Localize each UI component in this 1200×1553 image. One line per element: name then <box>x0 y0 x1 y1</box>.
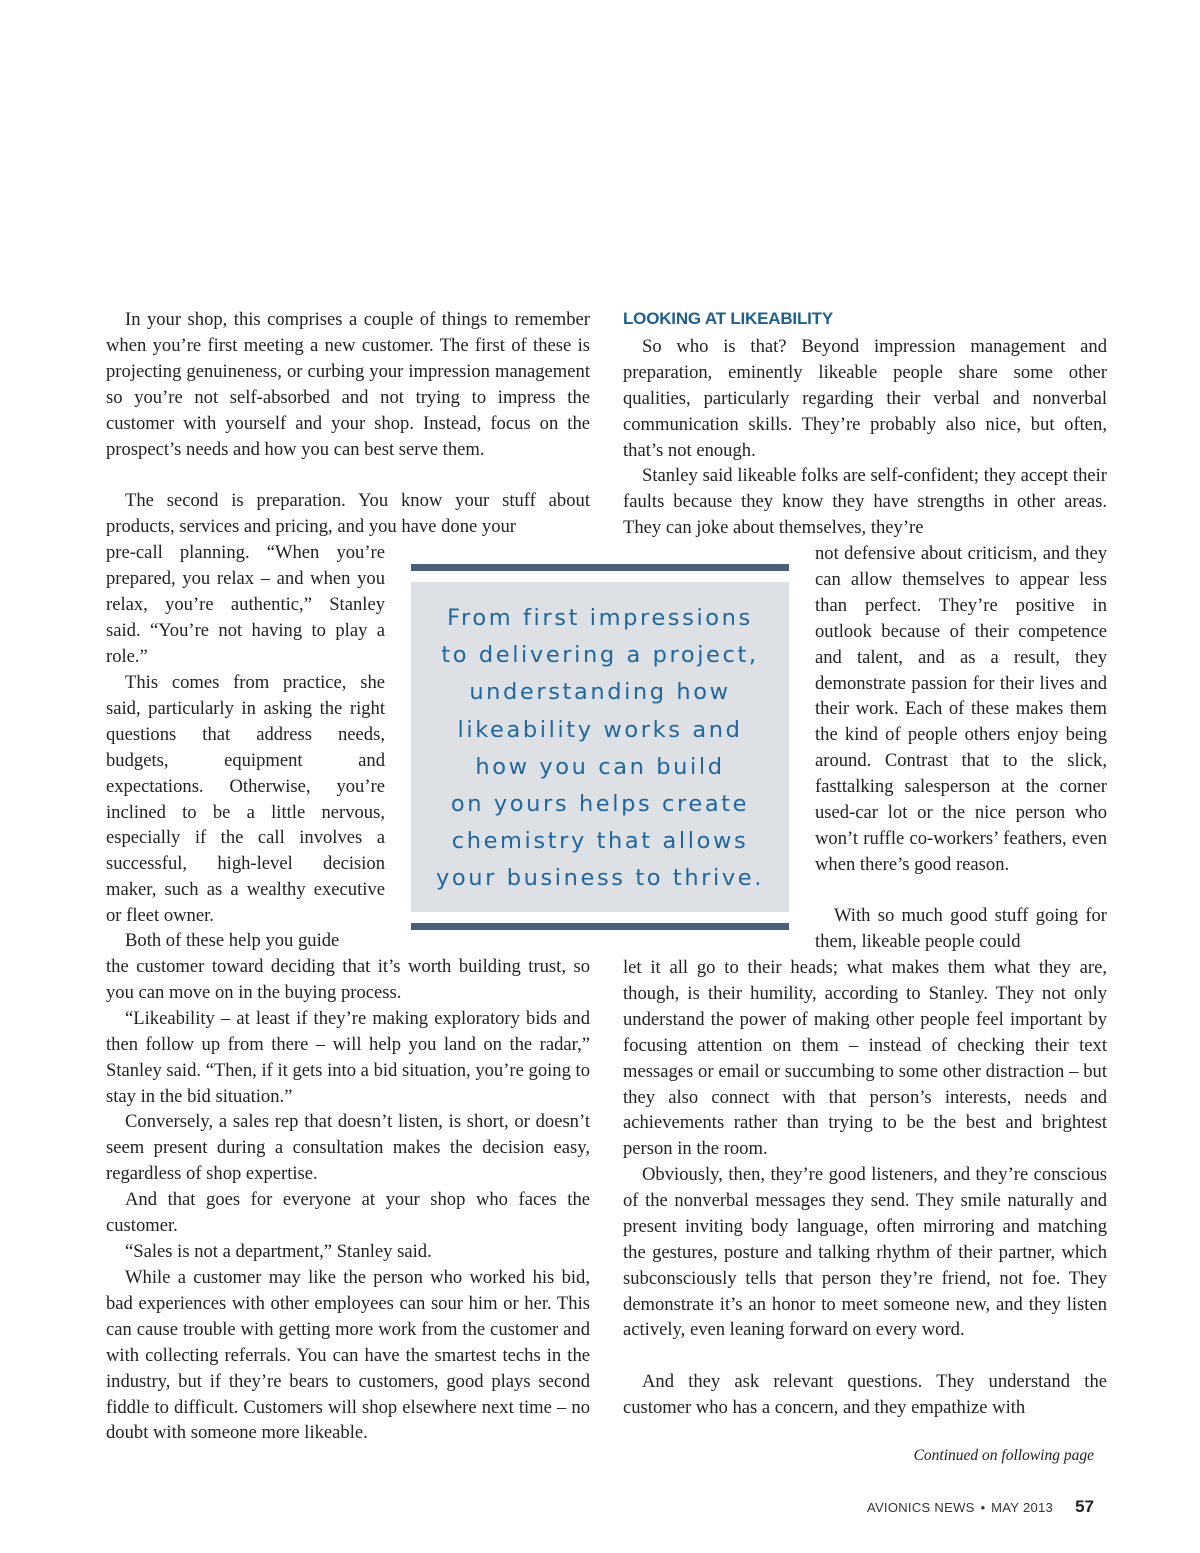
pull-quote-bottom-rule <box>411 923 789 930</box>
body-paragraph: And they ask relevant questions. They understand the customer who has a concern, and they empathize with <box>623 1371 1107 1418</box>
body-paragraph: The second is preparation. You know your stuff about products, services and pricing, and you have done your <box>106 490 590 537</box>
continued-note: Continued on following page <box>913 1447 1094 1464</box>
body-paragraph: let it all go to their heads; what makes them what they are, though, is their humility, according to Stanley. They not only understand the power of making other people feel important by focusing attention on them – instead of checking their text messages or email or succumbing to some other distraction – but they also connect with that person’s interests, needs and achievements rather than trying to be the best and brightest person in the room. <box>623 957 1107 1160</box>
body-paragraph: Obviously, then, they’re good listeners, and they’re conscious of the nonverbal messages they send. They smile naturally and present inviting body language, often mirroring and matching the gestures, posture and talking rhythm of their partner, which subconsciously tells that person they’re friend, not foe. They demonstrate it’s an honor to meet someone new, and they listen actively, even leaning forward on every word. <box>623 1164 1107 1341</box>
body-paragraph: In your shop, this comprises a couple of things to remember when you’re first meeting a new customer. The first of these is projecting genuineness, or curbing your impression management so you’re not self-absorbed and not trying to impress the customer with yourself and your shop. Instead, focus on the prospect’s needs and how you can best serve them. <box>106 309 590 460</box>
pull-quote-top-rule <box>411 564 789 571</box>
body-paragraph: And that goes for everyone at your shop who faces the customer. <box>106 1189 590 1236</box>
body-paragraph: So who is that? Beyond impression management and preparation, eminently likeable people share some other qualities, particularly regarding their verbal and nonverbal communication skills. They’re probably also nice, but often, that’s not enough. <box>623 336 1107 461</box>
pull-quote <box>411 564 789 932</box>
publication-name: AVIONICS NEWS <box>866 1500 975 1515</box>
body-paragraph: not defensive about criticism, and they can allow themselves to appear less than perfect. They’re positive in outlook because of their competence and talent, and as a result, they demonstrate passion for their lives and their work. Each of these makes them the kind of people others enjoy being around. Contrast that to the slick, fasttalking salesperson at the corner used-car lot or the nice person who won’t ruffle co-workers’ feathers, even when there’s good reason. <box>815 543 1107 875</box>
section-heading: LOOKING AT LIKEABILITY <box>623 309 833 328</box>
body-paragraph: pre-call planning. “When you’re prepared, you relax – and when you relax, you’re authentic,” Stanley said. “You’re not having to play a role.” <box>106 542 385 667</box>
body-paragraph: Stanley said likeable folks are self-confident; they accept their faults because they know they have strengths in other areas. They can joke about themselves, they’re <box>623 465 1107 538</box>
body-paragraph: Conversely, a sales rep that doesn’t listen, is short, or doesn’t seem present during a consultation makes the decision easy, regardless of shop expertise. <box>106 1111 590 1184</box>
body-paragraph: With so much good stuff going for them, likeable people could <box>815 905 1107 952</box>
body-paragraph: While a customer may like the person who worked his bid, bad experiences with other employees can sour him or her. This can cause trouble with getting more work from the customer and with collecting referrals. You can have the smartest techs in the industry, but if they’re bears to customers, good plays second fiddle to difficult. Customers will shop elsewhere next time – no doubt with someone more likeable. <box>106 1267 590 1444</box>
pull-quote-text: From first impressions to delivering a project, understanding how likeability works and how you can build on yours helps create chemistry that allows your business to thrive. <box>436 605 764 892</box>
body-paragraph: “Sales is not a department,” Stanley said. <box>125 1241 432 1262</box>
body-paragraph: Both of these help you guide <box>125 930 340 951</box>
issue-date: MAY 2013 <box>991 1500 1054 1515</box>
body-paragraph: This comes from practice, she said, particularly in asking the right questions that address needs, budgets, equipment and expectations. Otherwise, you’re inclined to be a little nervous, especially if the call involves a successful, high-level decision maker, such as a wealthy executive or fleet owner. <box>106 672 385 927</box>
footer-separator: • <box>980 1500 986 1515</box>
body-paragraph: “Likeability – at least if they’re making exploratory bids and then follow up from there – will help you land on the radar,” Stanley said. “Then, if it gets into a bid situation, you’re going to stay in the bid situation.” <box>106 1008 590 1107</box>
page-footer <box>860 1497 1094 1517</box>
body-paragraph: the customer toward deciding that it’s worth building trust, so you can move on in the buying process. <box>106 956 590 1003</box>
page-number: 57 <box>1075 1497 1094 1516</box>
